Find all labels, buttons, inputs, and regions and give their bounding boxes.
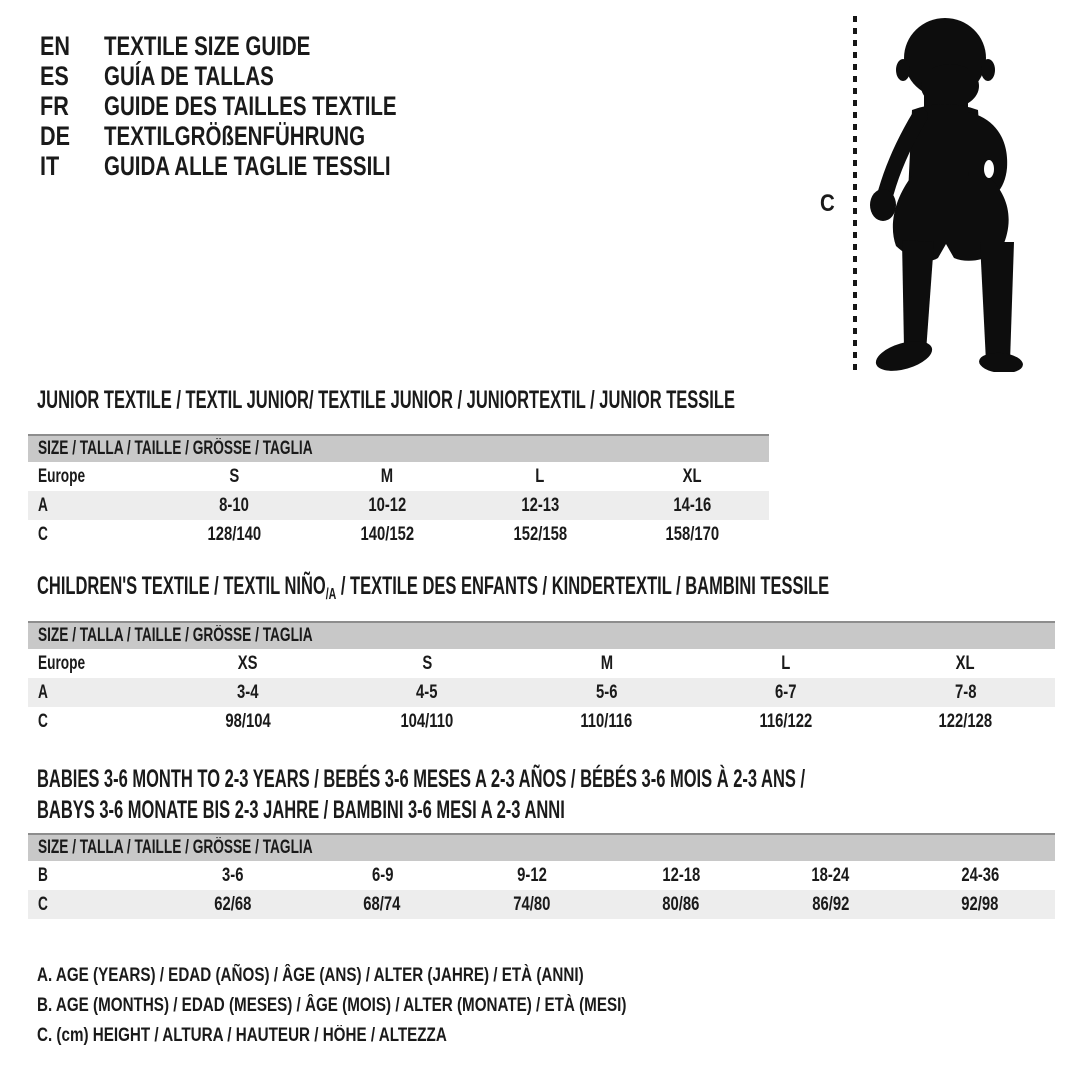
size-value-cell: 80/86 [662, 893, 700, 915]
height-measure-dotted-line [853, 16, 857, 372]
size-value-cell: 6-9 [371, 864, 393, 886]
guide-title: TEXTILGRÖßENFÜHRUNG [104, 120, 366, 151]
children-size-table [28, 621, 1055, 736]
row-label: A [38, 681, 48, 703]
size-value-cell: XL [955, 652, 975, 674]
size-value-cell: 158/170 [665, 523, 720, 545]
size-value-cell: 62/68 [214, 893, 252, 915]
table-header-size: SIZE / TALLA / TAILLE / GRÖSSE / TAGLIA [28, 621, 1055, 649]
table-row-age-years [28, 678, 1055, 707]
section-title-children: CHILDREN'S TEXTILE / TEXTIL $NIÑO_{/A}$ / TEXTILE DES ENFANTS / KINDERTEXTIL / BAMBINI TESSILE [37, 572, 830, 603]
size-value-cell: 110/116 [580, 710, 633, 732]
row-label: C [38, 710, 48, 732]
guide-title: GUIDA ALLE TAGLIE TESSILI [104, 150, 391, 181]
size-value-cell: 128/140 [207, 523, 262, 545]
section-title-junior: JUNIOR TEXTILE / TEXTIL JUNIOR/ TEXTILE JUNIOR / JUNIORTEXTIL / JUNIOR TESSILE [37, 386, 735, 414]
language-row-es [40, 61, 489, 91]
table-row-height-cm [28, 520, 769, 549]
language-code: EN [40, 30, 71, 61]
size-value-cell: 7-8 [954, 681, 977, 703]
language-row-en [40, 31, 489, 61]
size-value-cell: 3-4 [236, 681, 259, 703]
guide-title: GUÍA DE TALLAS [104, 60, 274, 91]
row-label: Europe [38, 652, 86, 674]
size-value-cell: 152/158 [513, 523, 567, 545]
language-row-de [40, 121, 489, 151]
size-value-cell: XS [237, 652, 258, 674]
language-title-list [40, 31, 489, 181]
table-row-europe [28, 649, 1055, 678]
legend-line-a: A. AGE (YEARS) / EDAD (AÑOS) / ÂGE (ANS) / ALTER (JAHRE) / ETÀ (ANNI) [37, 965, 584, 986]
table-row-age-months [28, 861, 1055, 890]
row-label: C [38, 523, 48, 545]
row-label: B [38, 864, 48, 886]
table-row-height-cm [28, 707, 1055, 736]
table-header-size: SIZE / TALLA / TAILLE / GRÖSSE / TAGLIA [28, 833, 1055, 861]
size-value-cell: 116/122 [759, 710, 813, 732]
table-header-size: SIZE / TALLA / TAILLE / GRÖSSE / TAGLIA [28, 434, 769, 462]
babies-size-table [28, 833, 1055, 919]
size-value-cell: 12-18 [662, 864, 701, 886]
size-value-cell: 4-5 [416, 681, 438, 703]
size-value-cell: 18-24 [811, 864, 850, 886]
size-value-cell: 24-36 [961, 864, 1000, 886]
size-value-cell: 86/92 [812, 893, 850, 915]
size-value-cell: XL [683, 465, 703, 487]
size-value-cell: 122/128 [938, 710, 993, 732]
size-value-cell: M [380, 465, 394, 487]
table-row-height-cm [28, 890, 1055, 919]
size-value-cell: 10-12 [368, 494, 407, 516]
language-code: ES [40, 60, 69, 91]
size-value-cell: 140/152 [360, 523, 414, 545]
size-value-cell: 98/104 [225, 710, 271, 732]
size-value-cell: S [422, 652, 433, 674]
size-value-cell: 6-7 [775, 681, 797, 703]
language-code: IT [40, 150, 60, 181]
size-value-cell: S [229, 465, 240, 487]
section-title-babies: BABIES 3-6 MONTH TO 2-3 YEARS / BEBÉS 3-6 MESES A 2-3 AÑOS / BÉBÉS 3-6 MOIS À 2-3 ANS / BABYS 3-6 MONATE BIS 2-3 JAHRE / BAMBINI 3-6 MESI A 2-3 ANNI [37, 765, 806, 824]
size-value-cell: 9-12 [516, 864, 547, 886]
legend-line-b: B. AGE (MONTHS) / EDAD (MESES) / ÂGE (MOIS) / ALTER (MONATE) / ETÀ (MESI) [37, 995, 627, 1016]
baby-silhouette-icon [868, 12, 1024, 372]
language-row-it [40, 151, 489, 181]
row-label: A [38, 494, 48, 516]
size-value-cell: 3-6 [222, 864, 244, 886]
table-row-europe [28, 462, 769, 491]
size-value-cell: 14-16 [673, 494, 712, 516]
size-value-cell: L [781, 652, 791, 674]
measure-legend [37, 961, 774, 1051]
table-row-age-years [28, 491, 769, 520]
size-value-cell: 104/110 [400, 710, 454, 732]
language-code: DE [40, 120, 71, 151]
guide-title: GUIDE DES TAILLES TEXTILE [104, 90, 397, 121]
row-label: C [38, 893, 48, 915]
size-value-cell: 74/80 [513, 893, 551, 915]
size-value-cell: 5-6 [595, 681, 618, 703]
size-value-cell: L [535, 465, 545, 487]
size-value-cell: 12-13 [520, 494, 559, 516]
legend-line-c: C. (cm) HEIGHT / ALTURA / HAUTEUR / HÖHE / ALTEZZA [37, 1025, 447, 1046]
nino-a-subscript: /A [325, 586, 337, 603]
size-value-cell: 68/74 [363, 893, 401, 915]
height-measure-label: C [820, 190, 835, 217]
row-label: Europe [38, 465, 86, 487]
language-row-fr [40, 91, 489, 121]
size-value-cell: M [600, 652, 613, 674]
language-code: FR [40, 90, 69, 121]
size-value-cell: 92/98 [961, 893, 999, 915]
junior-size-table [28, 434, 769, 549]
size-value-cell: 8-10 [219, 494, 250, 516]
guide-title: TEXTILE SIZE GUIDE [104, 30, 311, 61]
